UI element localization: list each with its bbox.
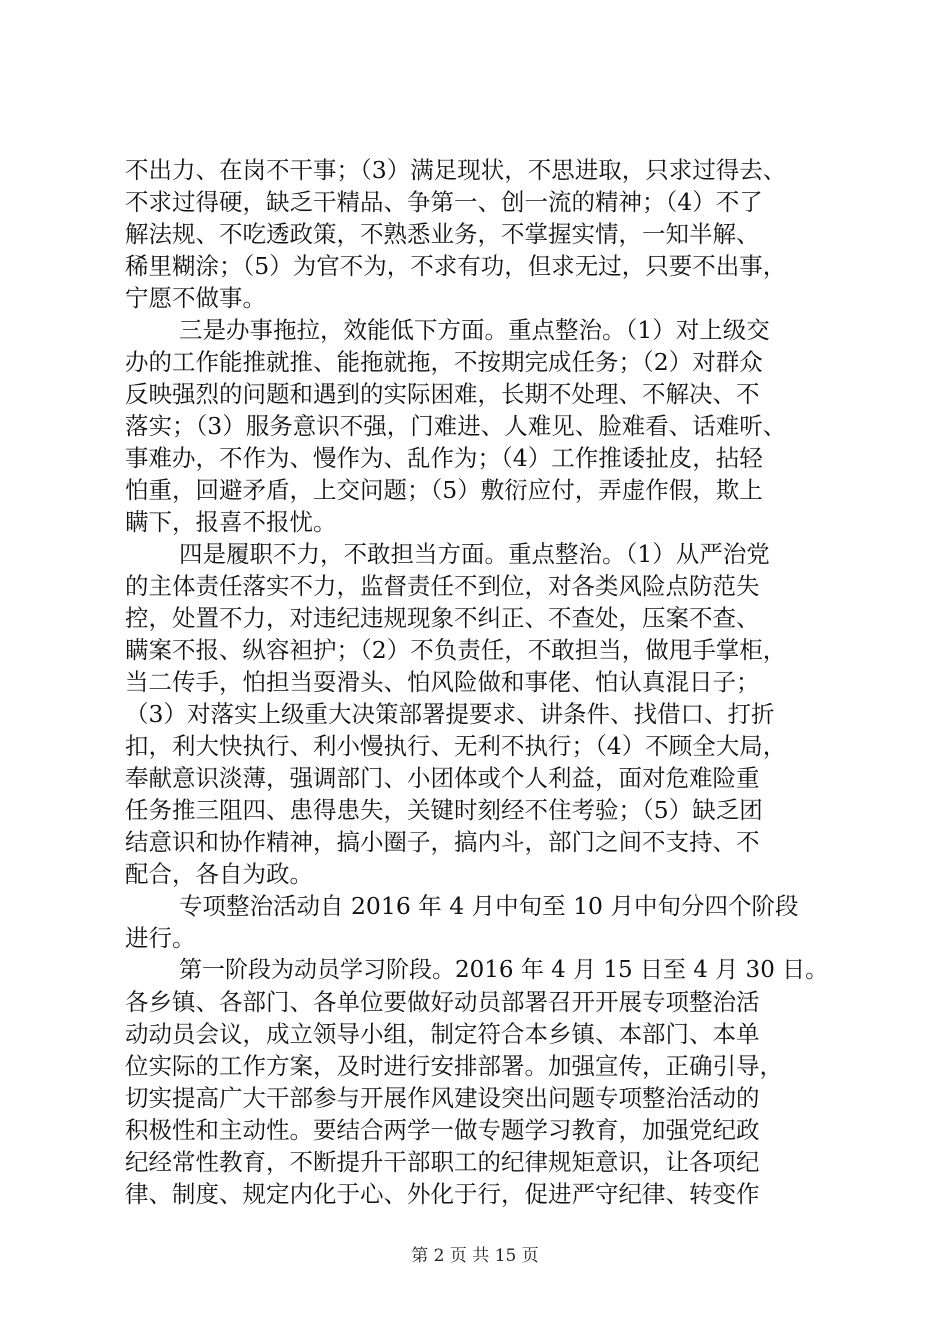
- text-line: 位实际的工作方案，及时进行安排部署。加强宣传，正确引导，: [125, 1052, 783, 1080]
- text-line: 四是履职不力，不敢担当方面。重点整治。（1）从严治党: [179, 540, 770, 568]
- text-line: 结意识和协作精神，搞小圈子，搞内斗，部门之间不支持、不: [125, 828, 760, 856]
- text-line: 当二传手，怕担当耍滑头、怕风险做和事佬、怕认真混日子；: [125, 668, 760, 696]
- text-line: 瞒下，报喜不报忧。: [125, 508, 337, 536]
- text-line: 奉献意识淡薄，强调部门、小团体或个人利益，面对危难险重: [125, 764, 760, 792]
- text-line: 怕重，回避矛盾，上交问题；（5）敷衍应付，弄虚作假，欺上: [125, 476, 763, 504]
- text-line: 控，处置不力，对违纪违规现象不纠正、不查处，压案不查、: [125, 604, 760, 632]
- text-line: （3）对落实上级重大决策部署提要求、讲条件、找借口、打折: [125, 700, 775, 728]
- text-line: 事难办，不作为、慢作为、乱作为；（4）工作推诿扯皮，拈轻: [125, 444, 763, 472]
- text-line: 律、制度、规定内化于心、外化于行，促进严守纪律、转变作: [125, 1180, 760, 1208]
- text-line: 专项整治活动自 2016 年 4 月中旬至 10 月中旬分四个阶段: [179, 892, 799, 920]
- text-line: 宁愿不做事。: [125, 284, 266, 312]
- text-line: 切实提高广大干部参与开展作风建设突出问题专项整治活动的: [125, 1084, 760, 1112]
- text-line: 瞒案不报、纵容袒护；（2）不负责任，不敢担当，做甩手掌柜，: [125, 636, 787, 664]
- text-line: 配合，各自为政。: [125, 860, 313, 888]
- text-line: 第一阶段为动员学习阶段。2016 年 4 月 15 日至 4 月 30 日。: [179, 957, 829, 983]
- text-line: 积极性和主动性。要结合两学一做专题学习教育，加强党纪政: [125, 1116, 760, 1144]
- text-line: 稀里糊涂；（5）为官不为，不求有功，但求无过，只要不出事，: [125, 252, 787, 280]
- text-line: 扣，利大快执行、利小慢执行、无利不执行；（4）不顾全大局，: [125, 732, 787, 760]
- text-line: 反映强烈的问题和遇到的实际困难，长期不处理、不解决、不: [125, 380, 760, 408]
- text-line: 三是办事拖拉，效能低下方面。重点整治。（1）对上级交: [179, 316, 770, 344]
- page-footer: 第 2 页 共 15 页: [411, 1246, 539, 1266]
- document-body: [125, 154, 835, 1210]
- text-line: 不出力、在岗不干事；（3）满足现状，不思进取，只求过得去、: [125, 156, 787, 184]
- text-line: 办的工作能推就推、能拖就拖，不按期完成任务；（2）对群众: [125, 348, 763, 376]
- text-line: 落实；（3）服务意识不强，门难进、人难见、脸难看、话难听、: [125, 412, 787, 440]
- text-line: 任务推三阻四、患得患失，关键时刻经不住考验；（5）缺乏团: [125, 796, 763, 824]
- text-line: 的主体责任落实不力，监督责任不到位，对各类风险点防范失: [125, 572, 760, 600]
- text-line: 进行。: [125, 924, 196, 952]
- text-line: 动动员会议，成立领导小组，制定符合本乡镇、本部门、本单: [125, 1020, 760, 1048]
- text-line: 纪经常性教育，不断提升干部职工的纪律规矩意识，让各项纪: [125, 1148, 760, 1176]
- text-line: 不求过得硬，缺乏干精品、争第一、创一流的精神；（4）不了: [125, 188, 763, 216]
- text-line: 各乡镇、各部门、各单位要做好动员部署召开开展专项整治活: [125, 988, 760, 1016]
- text-line: 解法规、不吃透政策，不熟悉业务，不掌握实情，一知半解、: [125, 220, 760, 248]
